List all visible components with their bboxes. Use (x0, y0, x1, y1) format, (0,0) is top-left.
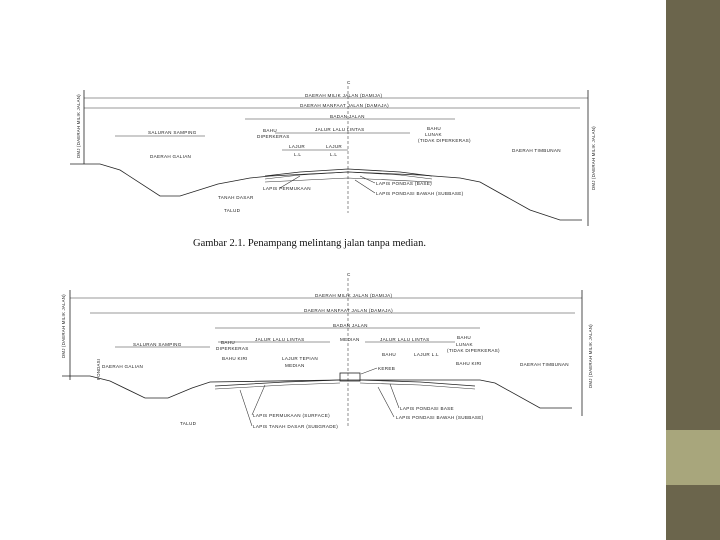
lapis-pondasi-bawah-label-2: LAPIS PONDASI BAWAH (SUBBASE) (396, 415, 484, 420)
bahu-lunak-label-3: (TIDAK DIPERKERAS) (418, 138, 471, 143)
bahu-diperkeras-label: BAHU (263, 128, 277, 133)
centerline-mark: C (347, 80, 351, 85)
bahu-diperkeras-label-2: DIPERKERAS (257, 134, 290, 139)
bahu-lunak-label-fig2-3: (TIDAK DIPERKERAS) (447, 348, 500, 353)
tanah-dasar-label: TANAH DASAR (218, 195, 254, 200)
lajur-label-2b: L.L (330, 152, 338, 157)
damija-label: DAERAH MILIK JALAN (DAMIJA) (305, 93, 383, 98)
dmj-right-label: DMJ (DAERAH MILIK JALAN) (591, 126, 596, 190)
lapis-permukaan-label-2: LAPIS PERMUKAAN (SURFACE) (253, 413, 330, 418)
saluran-samping-label: SALURAN SAMPING (148, 130, 197, 135)
talud-label: TALUD (224, 208, 241, 213)
damaja-label-2: DAERAH MANFAAT JALAN (DAMAJA) (304, 308, 393, 313)
dmj-left-label: DMJ (DAERAH MILIK JALAN) (76, 94, 81, 158)
lajur-tepian-label: LAJUR TEPIAN (282, 356, 318, 361)
daerah-galian-label: DAERAH GALIAN (150, 154, 192, 159)
talud-label-2: TALUD (180, 421, 197, 426)
daerah-timbunan-label: DAERAH TIMBUNAN (512, 148, 561, 153)
figure-1-caption: Gambar 2.1. Penampang melintang jalan tanpa median. (193, 238, 426, 249)
damija-label-2: DAERAH MILIK JALAN (DAMIJA) (315, 293, 393, 298)
bahu-lunak-label-fig2: BAHU (457, 335, 471, 340)
pondasi-left-label: PONDASI (96, 358, 101, 380)
bahu-lunak-label-2: LUNAK (425, 132, 442, 137)
daerah-galian-label-2: DAERAH GALIAN (102, 364, 144, 369)
badan-jalan-label: BADAN JALAN (330, 114, 365, 119)
lajur-label-1b: L.L (294, 152, 302, 157)
bahu-kiri-label-2: BAHU KIRI (456, 361, 482, 366)
side-strip-bottom (666, 485, 720, 540)
bahu-label: BAHU (221, 340, 235, 345)
jalur-kiri-label: JALUR LALU LINTAS (255, 337, 305, 342)
side-strip-mid (666, 430, 720, 485)
badan-jalan-label-2: BADAN JALAN (333, 323, 368, 328)
bahu-label-b: DIPERKERAS (216, 346, 249, 351)
lapis-pondasi-bawah-label: LAPIS PONDASI BAWAH (SUBBASE) (376, 191, 464, 196)
lajur-label-2: LAJUR (326, 144, 343, 149)
lapis-pondasi-label-2: LAPIS PONDASI BASE (400, 406, 454, 411)
bahu-lunak-label: BAHU (427, 126, 441, 131)
lajur-label-1: LAJUR (289, 144, 306, 149)
centerline-mark-2: C (347, 272, 351, 277)
dmj-left-label-2: DMJ (DAERAH MILIK JALAN) (61, 294, 66, 358)
lajur-ll-label: LAJUR L.L (414, 352, 439, 357)
cross-section-with-median (60, 268, 600, 438)
lapis-pondasi-label: LAPIS PONDAS (BASE) (376, 181, 432, 186)
lapis-tanah-dasar-label: LAPIS TANAH DASAR (SUBGRADE) (253, 424, 339, 429)
bahu-kiri-label: BAHU KIRI (222, 356, 248, 361)
side-strip-top (666, 0, 720, 430)
daerah-timbunan-label-2: DAERAH TIMBUNAN (520, 362, 569, 367)
bahu-l-label: BAHU (382, 352, 396, 357)
jalur-kanan-label: JALUR LALU LINTAS (380, 337, 430, 342)
cross-section-without-median (60, 78, 600, 238)
lajur-tepian-label-2: MEDIAN (285, 363, 305, 368)
bahu-lunak-label-fig2-2: LUNAK (456, 342, 473, 347)
median-label: MEDIAN (340, 337, 360, 342)
ground-profile (70, 164, 582, 220)
saluran-samping-label-2: SALURAN SAMPING (133, 342, 182, 347)
dmj-right-label-2: DMJ (DAERAH MILIK JALAN) (588, 324, 593, 388)
jalur-lalu-lintas-label: JALUR LALU LINTAS (315, 127, 365, 132)
kereb-label: KEREB (378, 366, 396, 371)
lapis-permukaan-label: LAPIS PERMUKAAN (263, 186, 311, 191)
damaja-label: DAERAH MANFAAT JALAN (DAMAJA) (300, 103, 389, 108)
